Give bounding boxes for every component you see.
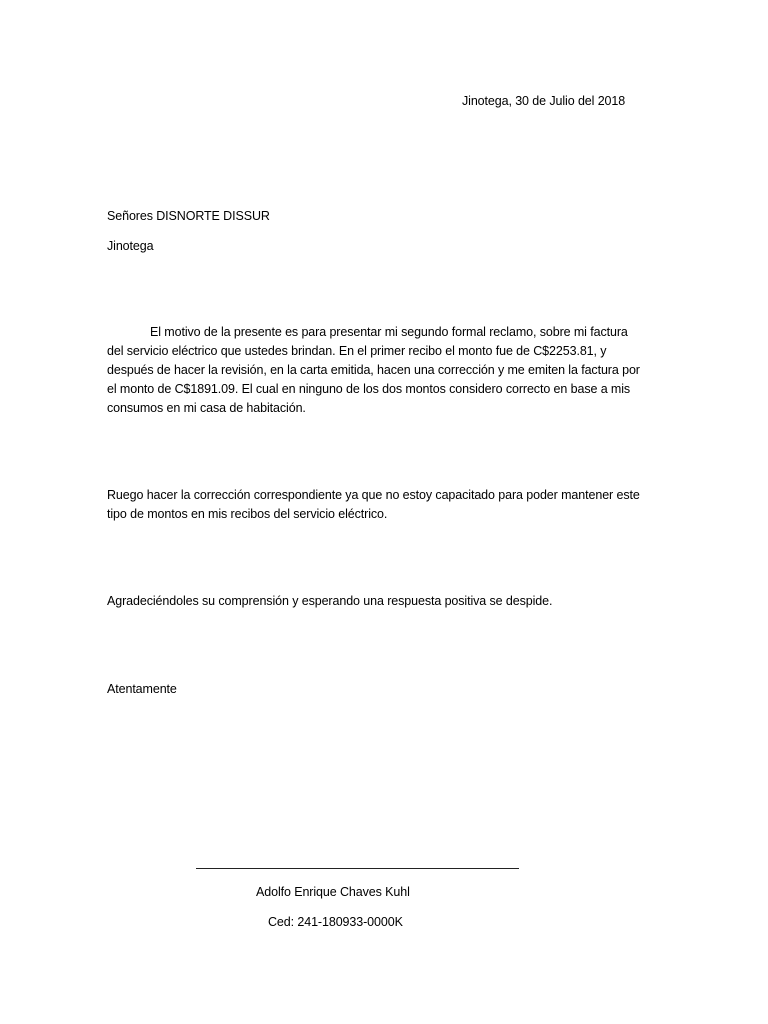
paragraph-1-line: El motivo de la presente es para presentar mi segundo formal reclamo, sobre mi factura — [150, 325, 628, 339]
signatory-name: Adolfo Enrique Chaves Kuhl — [256, 885, 410, 899]
paragraph-1-line: del servicio eléctrico que ustedes brindan. En el primer recibo el monto fue de C$2253.81, y — [107, 344, 607, 358]
signature-line — [196, 868, 519, 869]
body-paragraph-2 — [107, 486, 640, 524]
paragraph-2-line: Ruego hacer la corrección correspondiente ya que no estoy capacitado para poder mantener este — [107, 488, 640, 502]
paragraph-2-line: tipo de montos en mis recibos del servicio eléctrico. — [107, 507, 388, 521]
paragraph-1-line: después de hacer la revisión, en la carta emitida, hacen una corrección y me emiten la factura por — [107, 363, 640, 377]
closing-salutation: Atentamente — [107, 682, 177, 696]
signatory-id: Ced: 241-180933-0000K — [268, 915, 403, 929]
paragraph-1-line: el monto de C$1891.09. El cual en ninguno de los dos montos considero correcto en base a mis — [107, 382, 631, 396]
letter-date: Jinotega, 30 de Julio del 2018 — [462, 94, 626, 108]
recipient-name: Señores DISNORTE DISSUR — [107, 209, 270, 223]
recipient-city: Jinotega — [107, 239, 154, 253]
body-paragraph-1 — [107, 323, 640, 418]
body-paragraph-3 — [107, 592, 637, 611]
paragraph-3-line: Agradeciéndoles su comprensión y esperando una respuesta positiva se despide. — [107, 594, 553, 608]
paragraph-1-line: consumos en mi casa de habitación. — [107, 401, 306, 415]
